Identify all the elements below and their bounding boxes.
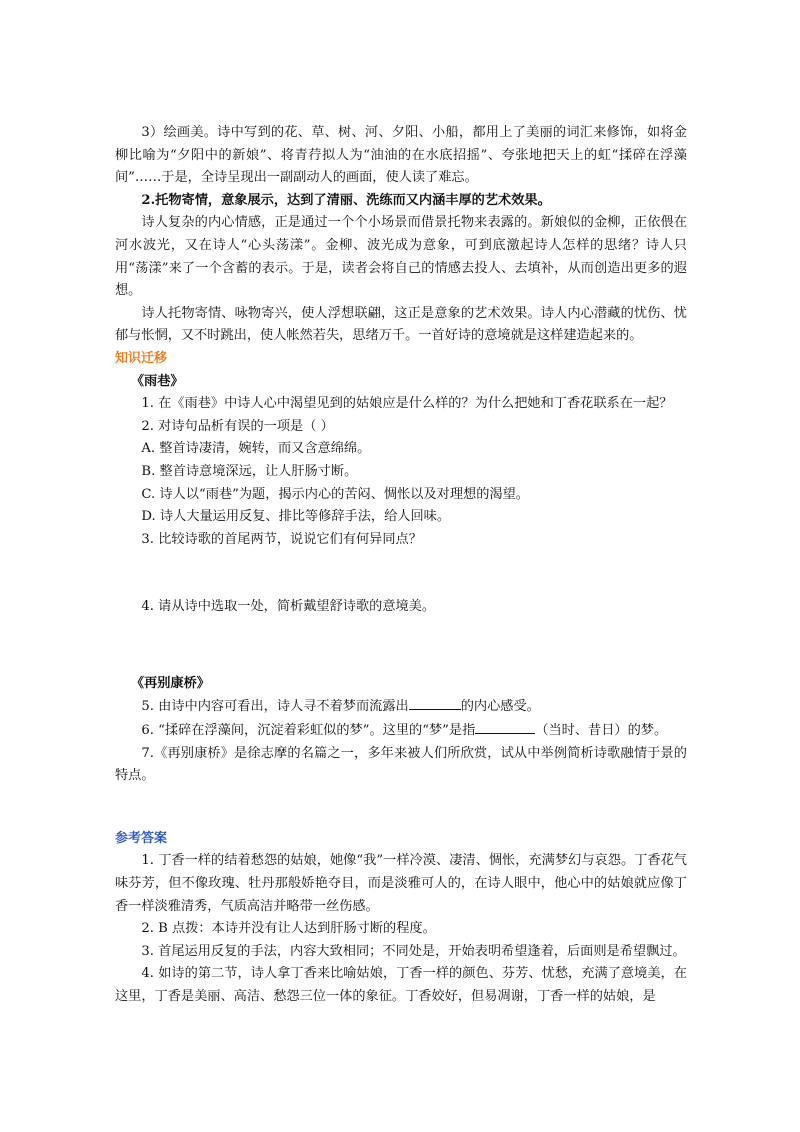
analysis-heading-2: 2.托物寄情，意象展示，达到了清丽、洗练而又内涵丰厚的艺术效果。	[141, 192, 551, 208]
question-5	[115, 695, 687, 719]
question-2: 2. 对诗句品析有误的一项是（ ）	[141, 418, 334, 434]
document-page	[115, 122, 687, 1009]
answer-space-7	[115, 788, 687, 828]
fill-blank-5[interactable]	[409, 695, 461, 710]
reference-answers-title: 参考答案	[115, 830, 168, 846]
question-6-text: 6. “揉碎在浮藻间，沉淀着彩虹似的梦”。这里的“梦”是指	[141, 723, 476, 739]
answer-space-4	[115, 619, 687, 673]
analysis-painting-paragraph: 3）绘画美。诗中写到的花、草、树、河、夕阳、小船，都用上了美丽的词汇来修饰，如将金柳比喻为“夕阳中的新娘”、将青荇拟人为“油油的在水底招摇”、夸张地把天上的虹“揉碎在浮藻间”……于是，全诗呈现出一副副动人的画面，使人读了难忘。	[115, 125, 687, 186]
fill-blank-6[interactable]	[475, 719, 535, 734]
question-1: 1. 在《雨巷》中诗人心中渴望见到的姑娘应是什么样的？为什么把她和丁香花联系在一起？	[141, 396, 673, 412]
answer-space-3	[115, 551, 687, 596]
question-2-option-c: C. 诗人以“雨巷”为题，揭示内心的苦闷、惆怅以及对理想的渴望。	[141, 486, 529, 502]
analysis-emotion-paragraph: 诗人复杂的内心情感，正是通过一个个小场景而借景托物来表露的。新娘似的金柳，正依偎在河水波光，又在诗人“心头荡漾”。金柳、波光成为意象，可到底激起诗人怎样的思绪？诗人只用“荡漾”来了一个含蓄的表示。于是，读者会将自己的情感去投人、去填补，从而创造出更多的遐想。	[115, 215, 687, 299]
poem-title-rain-alley: 《雨巷》	[130, 373, 184, 389]
answer-2: 2. B 点拨：本诗并没有让人达到肝肠寸断的程度。	[141, 921, 436, 937]
question-7: 7.《再别康桥》是徐志摩的名篇之一，多年来被人们所欣赏，试从中举例简析诗歌融情于景的特点。	[115, 745, 687, 784]
question-2-option-a: A. 整首诗凄清，婉转，而又含意绵绵。	[141, 441, 371, 457]
question-3: 3. 比较诗歌的首尾两节，说说它们有何异同点？	[141, 531, 422, 547]
question-4: 4. 请从诗中选取一处，简析戴望舒诗歌的意境美。	[141, 599, 436, 615]
poem-title-farewell-cambridge: 《再别康桥》	[130, 675, 210, 691]
analysis-effect-paragraph: 诗人托物寄情、咏物寄兴，使人浮想联翩，这正是意象的艺术效果。诗人内心潜藏的忧伤、忧郁与怅惘，又不时跳出，使人帐然若失，思绪万千。一首好诗的意境就是这样建造起来的。	[115, 305, 687, 344]
answer-1: 1. 丁香一样的结着愁怨的姑娘，她像“我”一样冷漠、凄清、惆怅，充满梦幻与哀怨。丁香花气味芬芳，但不像玫瑰、牡丹那般娇艳夺目，而是淡雅可人的，在诗人眼中，他心中的姑娘就应像丁香一样淡雅清秀，气质高洁并略带一丝伤感。	[115, 853, 687, 914]
answer-3: 3. 首尾运用反复的手法，内容大致相同；不同处是，开始表明希望逢着，后面则是希望飘过。	[141, 943, 686, 959]
question-5-text: 5. 由诗中内容可看出，诗人寻不着梦而流露出	[141, 699, 409, 715]
answer-4: 4. 如诗的第二节，诗人拿丁香来比喻姑娘，丁香一样的颜色、芬芳、忧愁，充满了意境美，在这里，丁香是美丽、高洁、愁怨三位一体的象征。丁香姣好，但易凋谢，丁香一样的姑娘，是	[115, 966, 687, 1004]
question-5-text-end: 的内心感受。	[460, 699, 540, 715]
question-2-option-d: D. 诗人大量运用反复、排比等修辞手法，给人回味。	[141, 509, 451, 525]
question-2-option-b: B. 整首诗意境深远，让人肝肠寸断。	[141, 463, 358, 479]
knowledge-transfer-title: 知识迁移	[115, 350, 168, 366]
question-6-text-end: （当时、昔日）的梦。	[535, 723, 668, 739]
question-6	[115, 719, 687, 743]
